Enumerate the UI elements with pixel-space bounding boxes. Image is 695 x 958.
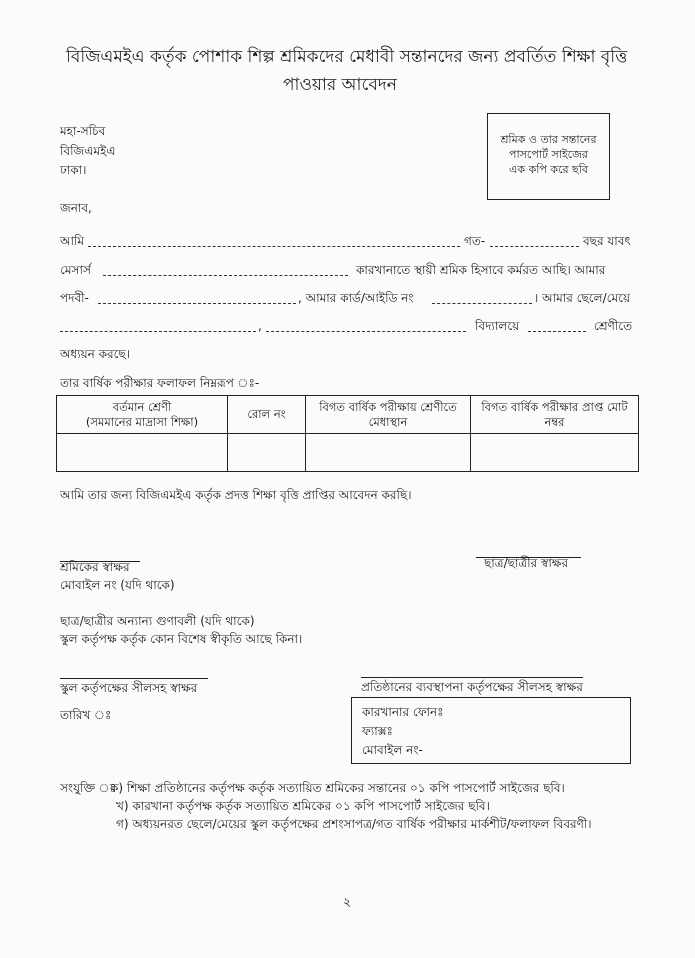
factory-name-field-line[interactable] xyxy=(103,275,348,276)
body-years-suffix: বছর যাবৎ xyxy=(583,234,631,248)
salutation: জনাব, xyxy=(60,201,92,215)
header-roll-no-label: রোল নং xyxy=(247,407,286,421)
factory-signature-line xyxy=(361,677,583,678)
name-field-line[interactable] xyxy=(88,246,460,247)
recipient-designation: মহা-সচিব xyxy=(60,124,106,138)
attachment-item-c: গ) অধ্যয়নরত ছেলে/মেয়ের স্কুল কর্তৃপক্ষের প্রশংসাপত্র/গত বার্ষিক পরীক্ষার মার্কশীট/ফলাফল বিবরণী। xyxy=(116,817,592,831)
header-current-class-line1: বর্তমান শ্রেণী xyxy=(112,399,172,414)
header-merit-position xyxy=(306,396,471,434)
years-field-line[interactable] xyxy=(490,246,579,247)
header-current-class xyxy=(57,396,228,434)
school-signature-line xyxy=(60,678,208,679)
header-marks-line1: বিগত বার্ষিক পরীক্ষার প্রাপ্ত মোট xyxy=(481,399,628,414)
factory-contact-box xyxy=(351,697,631,764)
body-card-id-label: , আমার কার্ড/আইডি নং xyxy=(298,291,414,305)
attachment-item-a: ক) শিক্ষা প্রতিষ্ঠানের কর্তৃপক্ষ কর্তৃক সত্যায়িত শ্রমিকের সন্তানের ০১ কপি পাসপোর্ট সাইজের ছবি। xyxy=(110,781,565,795)
body-ami: আমি xyxy=(60,234,85,248)
photo-box-line2: পাসপোর্ট সাইজের xyxy=(509,148,588,161)
form-title-line2: পাওয়ার আবেদন xyxy=(283,75,397,95)
header-total-marks xyxy=(471,396,639,434)
factory-seal-signature: প্রতিষ্ঠানের ব্যবস্থাপনা কর্তৃপক্ষের সীলসহ স্বাক্ষর xyxy=(361,680,583,694)
card-id-field-line[interactable] xyxy=(432,303,532,304)
page-number: ২ xyxy=(343,894,352,909)
cell-total-marks[interactable] xyxy=(471,434,639,472)
other-qualities: ছাত্র/ছাত্রীর অন্যান্য গুণাবলী (যদি থাকে) xyxy=(60,614,255,628)
results-table-header-row xyxy=(57,396,639,434)
application-statement: আমি তার জন্য বিজিএমইএ কর্তৃক প্রদত্ত শিক্ষা বৃত্তি প্রাপ্তির আবেদন করছি। xyxy=(60,488,412,502)
child-name-field-line[interactable] xyxy=(60,331,256,332)
body-gata: গত- xyxy=(464,234,486,248)
photo-placeholder-box xyxy=(487,113,610,200)
results-table xyxy=(56,395,639,472)
body-studying: অধ্যয়ন করছে। xyxy=(60,347,131,361)
school-seal-signature: স্কুল কর্তৃপক্ষের সীলসহ স্বাক্ষর xyxy=(60,681,198,695)
body-school-label: বিদ্যালয়ে xyxy=(475,319,520,333)
header-marks-line2: নম্বর xyxy=(544,414,565,429)
designation-field-line[interactable] xyxy=(98,303,296,304)
worker-signature-label: শ্রমিকের স্বাক্ষর xyxy=(60,560,130,574)
student-signature-label: ছাত্র/ছাত্রীর স্বাক্ষর xyxy=(484,556,569,570)
body-padabi: পদবী- xyxy=(60,291,89,305)
attachments-label: সংযুক্তি ঃ xyxy=(60,781,117,795)
header-current-class-line2: (সমমানের মাদ্রাসা শিক্ষা) xyxy=(85,414,199,429)
photo-box-line3: এক কপি করে ছবি xyxy=(509,163,588,176)
results-table-entry-row xyxy=(57,434,639,472)
cell-current-class[interactable] xyxy=(57,434,228,472)
date-label: তারিখ ঃ xyxy=(60,708,112,722)
body-class-label: শ্রেণীতে xyxy=(594,319,633,333)
school-name-field-line[interactable] xyxy=(266,331,466,332)
class-field-line[interactable] xyxy=(528,331,586,332)
school-recognition: স্কুল কর্তৃপক্ষ কর্তৃক কোন বিশেষ স্বীকৃতি আছে কিনা। xyxy=(60,632,303,646)
factory-mobile-label: মোবাইল নং- xyxy=(362,743,423,757)
attachment-item-b: খ) কারখানা কর্তৃপক্ষ কর্তৃক সত্যায়িত শ্রমিকের ০১ কপি পাসপোর্ট সাইজের ছবি। xyxy=(116,799,490,813)
body-employment-text: কারখানাতে স্থায়ী শ্রমিক হিসাবে কর্মরত আছি। আমার xyxy=(356,263,606,277)
photo-box-line1: শ্রমিক ও তার সন্তানের xyxy=(500,133,597,146)
body-comma: , xyxy=(258,319,262,333)
mobile-label: মোবাইল নং (যদি থাকে) xyxy=(60,578,175,592)
recipient-organization: বিজিএমইএ xyxy=(60,144,116,158)
header-merit-line1: বিগত বার্ষিক পরীক্ষায় শ্রেণীতে xyxy=(319,399,457,414)
factory-phone-label: কারখানার ফোনঃ xyxy=(362,705,444,719)
header-roll-no xyxy=(228,396,306,434)
body-son-daughter: । আমার ছেলে/মেয়ে xyxy=(534,291,631,305)
cell-roll-no[interactable] xyxy=(228,434,306,472)
result-intro: তার বার্ষিক পরীক্ষার ফলাফল নিম্নরূপ ঃ- xyxy=(60,376,260,390)
recipient-city: ঢাকা। xyxy=(60,163,87,177)
body-mesars: মেসার্স xyxy=(60,263,91,277)
cell-merit-position[interactable] xyxy=(306,434,471,472)
header-merit-line2: মেধাস্থান xyxy=(368,414,408,429)
factory-fax-label: ফ্যাক্সঃ xyxy=(362,724,393,738)
form-title-line1: বিজিএমইএ কর্তৃক পোশাক শিল্প শ্রমিকদের মেধাবী সন্তানদের জন্য প্রবর্তিত শিক্ষা বৃত্তি xyxy=(66,47,628,67)
